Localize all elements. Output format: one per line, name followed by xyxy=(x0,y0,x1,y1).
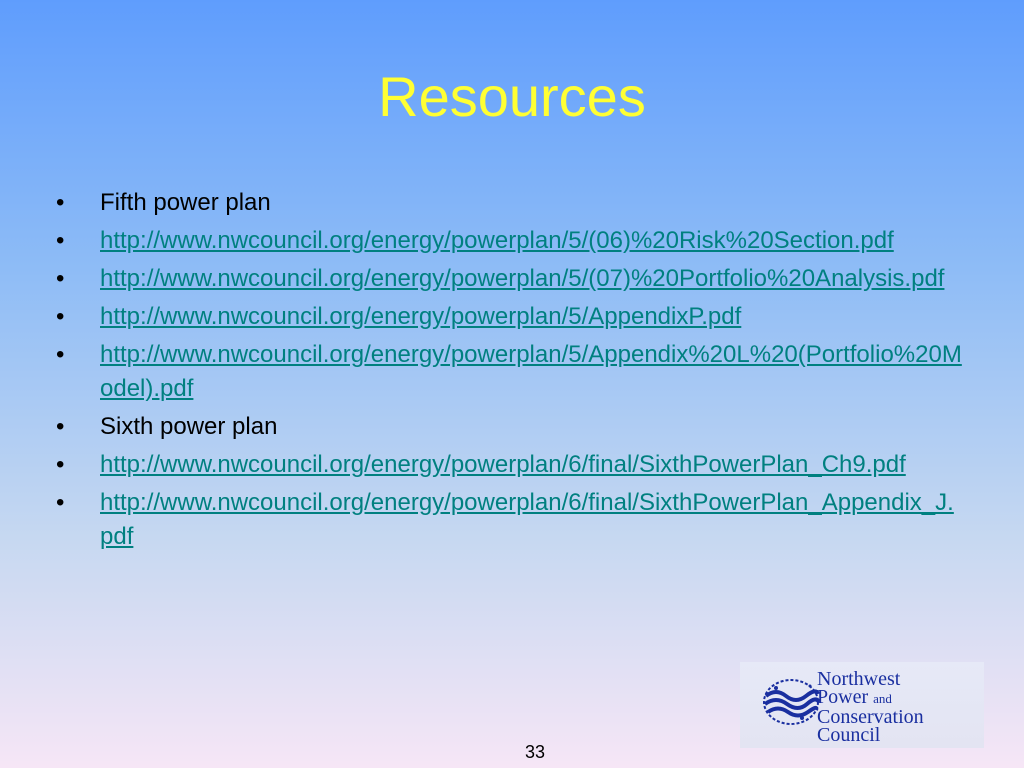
logo-word-and: and xyxy=(873,691,892,706)
list-item xyxy=(56,224,976,258)
list-item xyxy=(56,448,976,482)
bullet-icon: • xyxy=(56,341,65,368)
logo-line-council: Council xyxy=(817,724,881,746)
bullet-icon: • xyxy=(56,265,65,292)
resource-link-sixth-appendix-j[interactable]: http://www.nwcouncil.org/energy/powerplan/6/final/SixthPowerPlan_Appendix_J.pdf xyxy=(100,489,954,550)
resource-link-appendix-p[interactable]: http://www.nwcouncil.org/energy/powerplan/5/AppendixP.pdf xyxy=(100,303,742,330)
logo-line-conservation: Conservation xyxy=(817,706,924,728)
list-item xyxy=(56,262,976,296)
bullet-icon: • xyxy=(56,227,65,254)
section-heading-fifth-plan: Fifth power plan xyxy=(100,189,271,216)
bullet-icon: • xyxy=(56,489,65,516)
resource-link-sixth-ch9[interactable]: http://www.nwcouncil.org/energy/powerplan/6/final/SixthPowerPlan_Ch9.pdf xyxy=(100,451,906,478)
logo-line-northwest: Northwest xyxy=(817,668,901,690)
resource-link-portfolio-analysis[interactable]: http://www.nwcouncil.org/energy/powerplan/5/(07)%20Portfolio%20Analysis.pdf xyxy=(100,265,945,292)
logo-word-power: Power xyxy=(817,686,869,708)
bullet-icon: • xyxy=(56,189,65,216)
list-item xyxy=(56,410,976,444)
page-number: 33 xyxy=(524,742,546,762)
list-item xyxy=(56,186,976,220)
slide-title: Resources xyxy=(378,65,646,128)
list-item xyxy=(56,300,976,334)
list-item xyxy=(56,338,976,406)
resource-list xyxy=(56,186,976,558)
logo-wordmark xyxy=(817,670,924,744)
resource-link-appendix-l[interactable]: http://www.nwcouncil.org/energy/powerplan/5/Appendix%20L%20(Portfolio%20Model).pdf xyxy=(100,341,962,402)
bullet-icon: • xyxy=(56,451,65,478)
logo-line-power xyxy=(817,688,924,708)
bullet-icon: • xyxy=(56,303,65,330)
resource-link-risk-section[interactable]: http://www.nwcouncil.org/energy/powerplan/5/(06)%20Risk%20Section.pdf xyxy=(100,227,894,254)
bullet-icon: • xyxy=(56,413,65,440)
wave-globe-icon xyxy=(762,676,820,728)
list-item xyxy=(56,486,976,554)
council-logo xyxy=(740,662,984,748)
section-heading-sixth-plan: Sixth power plan xyxy=(100,413,278,440)
